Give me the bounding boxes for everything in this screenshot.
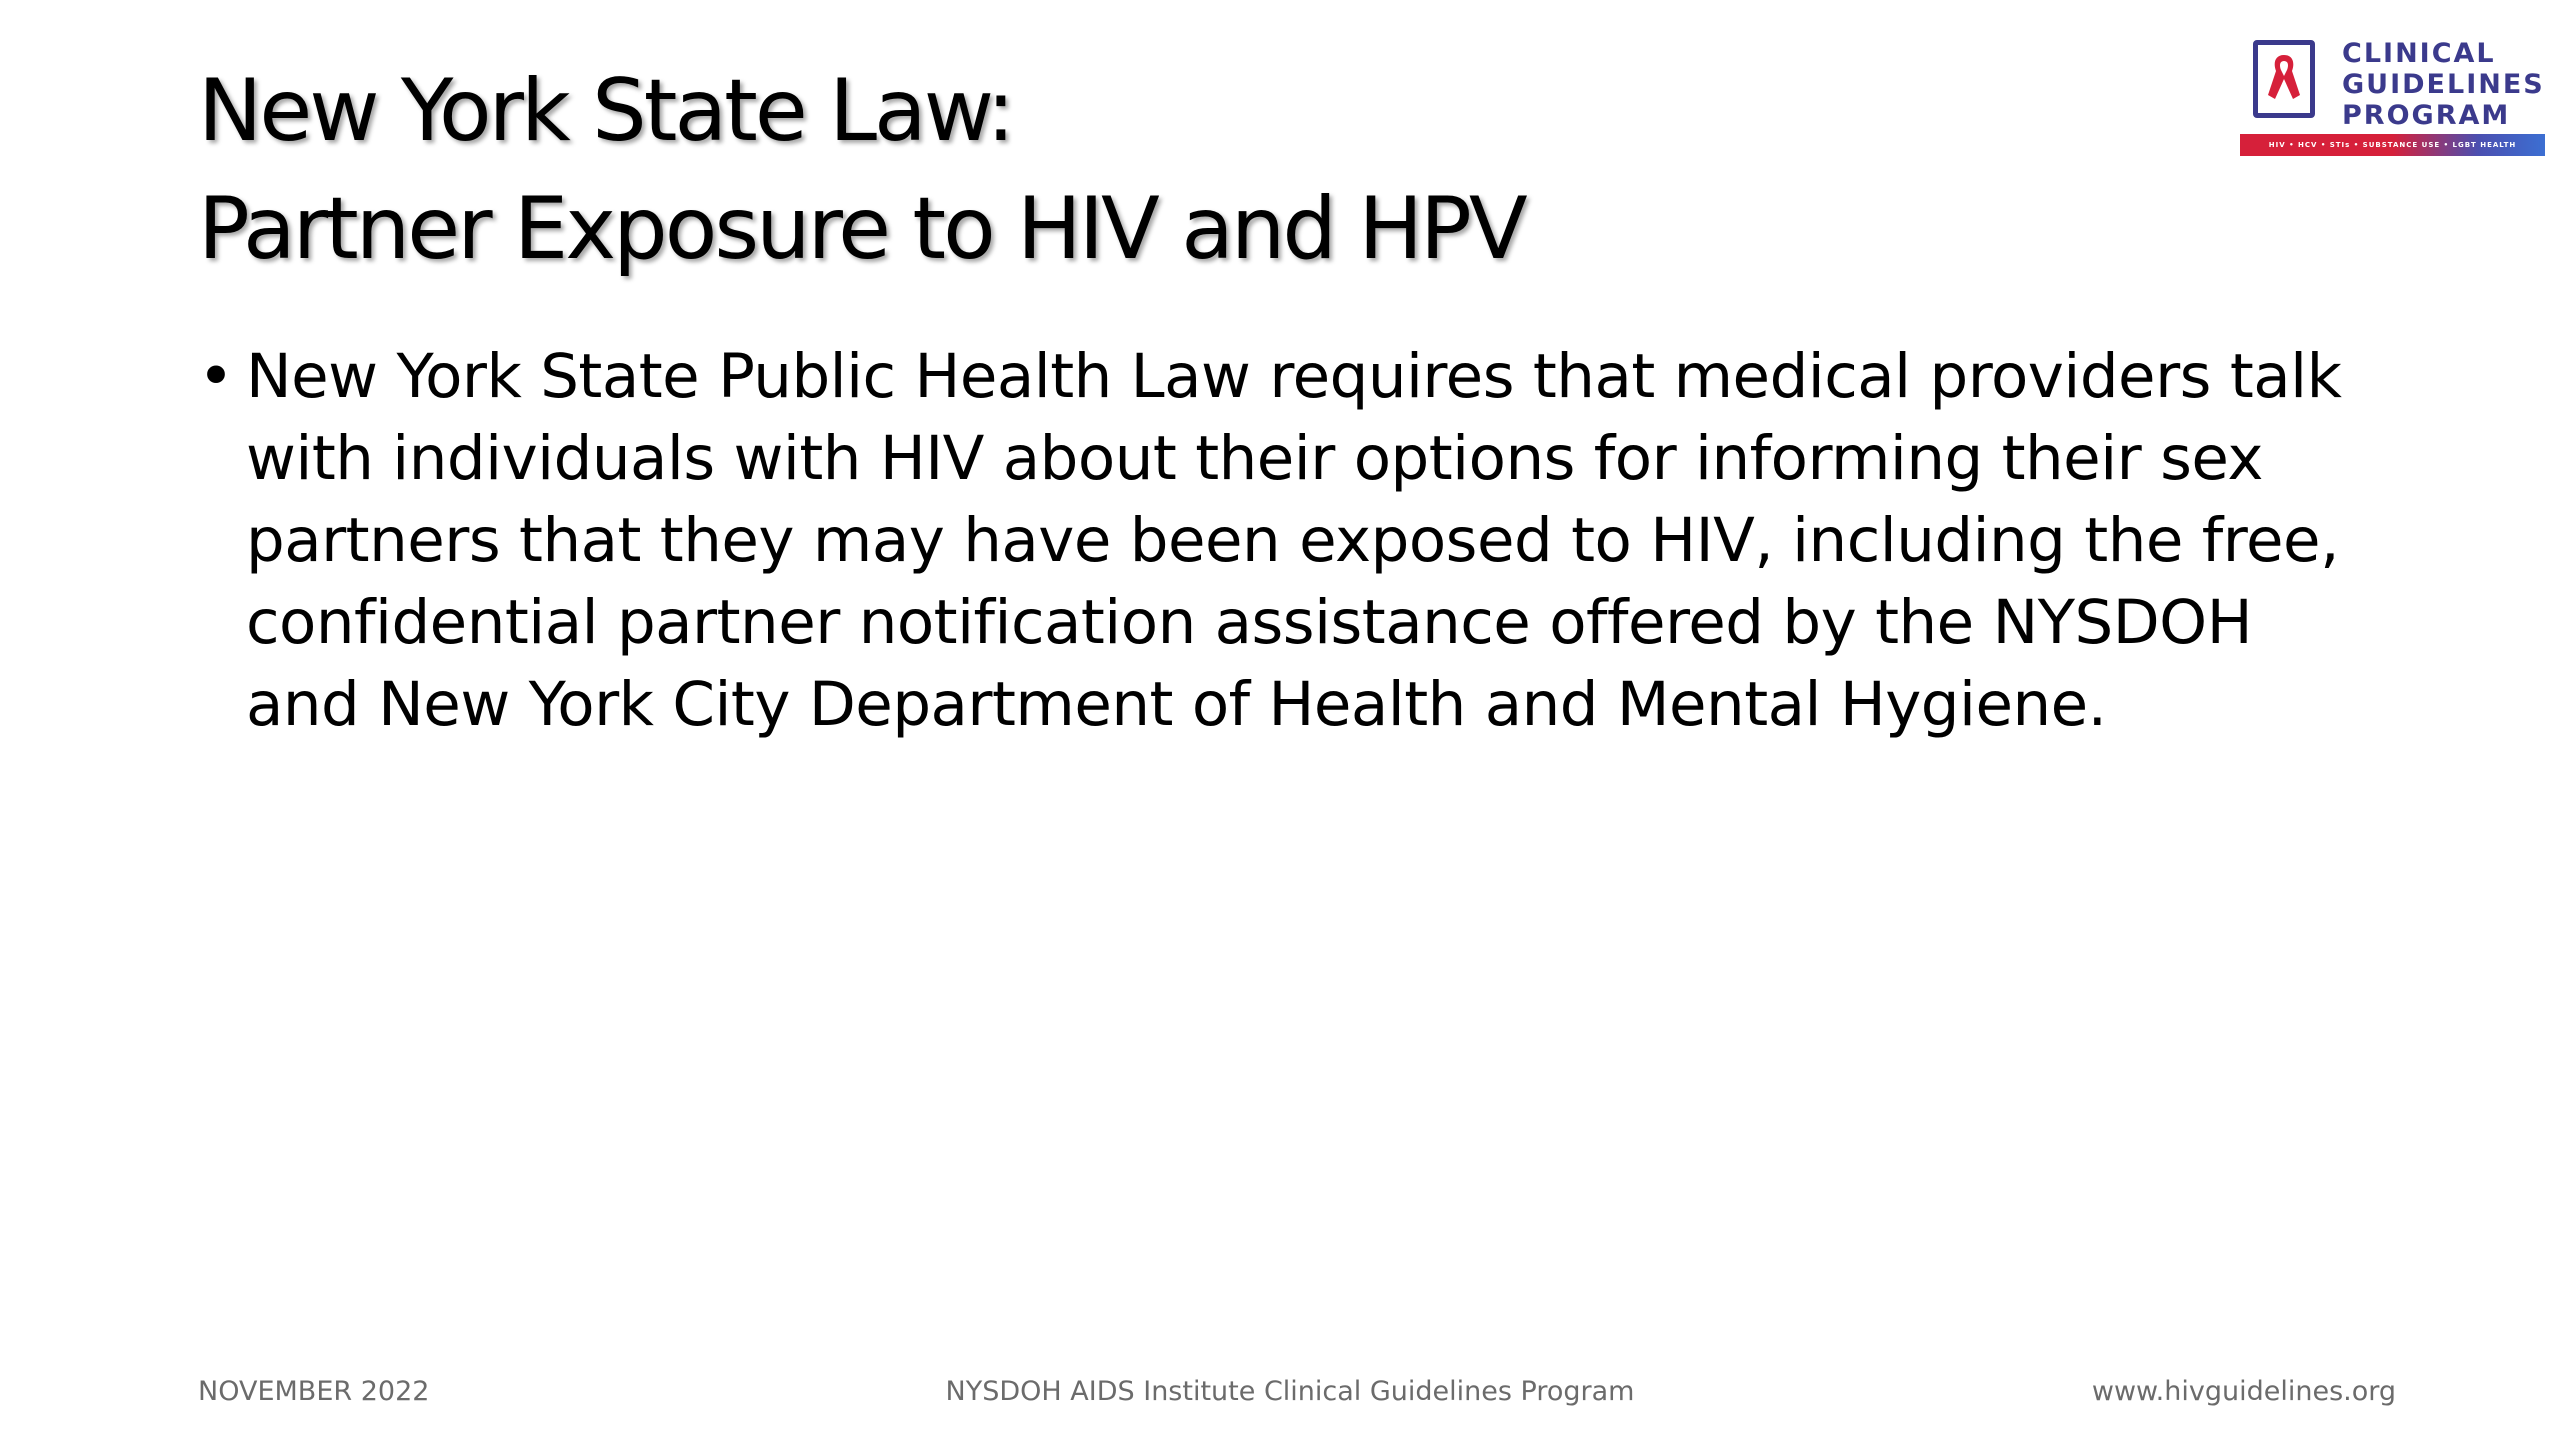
logo-wordmark: [2342, 38, 2545, 131]
bullet-text-line: and New York City Department of Health and Mental Hygiene.: [246, 669, 2107, 740]
logo-tagline-bar: [2240, 134, 2545, 156]
bullet-text-line: New York State Public Health Law requires that medical providers talk: [246, 341, 2342, 412]
logo-tagline: HIV • HCV • STIs • SUBSTANCE USE • LGBT HEALTH: [2268, 141, 2517, 149]
footer-date: NOVEMBER 2022: [198, 1376, 430, 1407]
logo-text-line-2: GUIDELINES: [2342, 69, 2545, 100]
slide-title-line-2: Partner Exposure to HIV and HPV: [198, 179, 1525, 279]
slide-title-line-1: New York State Law:: [198, 61, 1013, 161]
logo-badge: [2253, 40, 2315, 118]
bullet-marker: •: [198, 341, 234, 412]
logo-text-line-1: CLINICAL: [2342, 38, 2496, 69]
clinical-guidelines-logo: [2240, 38, 2545, 160]
bullet-item: [198, 336, 2428, 746]
bullet-text-line: confidential partner notification assistance offered by the NYSDOH: [246, 587, 2253, 658]
footer-program: NYSDOH AIDS Institute Clinical Guidelines Program: [945, 1376, 1635, 1407]
logo-text-line-3: PROGRAM: [2342, 100, 2511, 131]
bullet-text-line: partners that they may have been exposed to HIV, including the free,: [246, 505, 2339, 576]
red-ribbon-icon: [2264, 51, 2304, 107]
footer-url[interactable]: www.hivguidelines.org: [2091, 1376, 2396, 1407]
bullet-text-line: with individuals with HIV about their options for informing their sex: [246, 423, 2263, 494]
slide-title: [198, 52, 2098, 288]
slide-body: [198, 336, 2428, 746]
